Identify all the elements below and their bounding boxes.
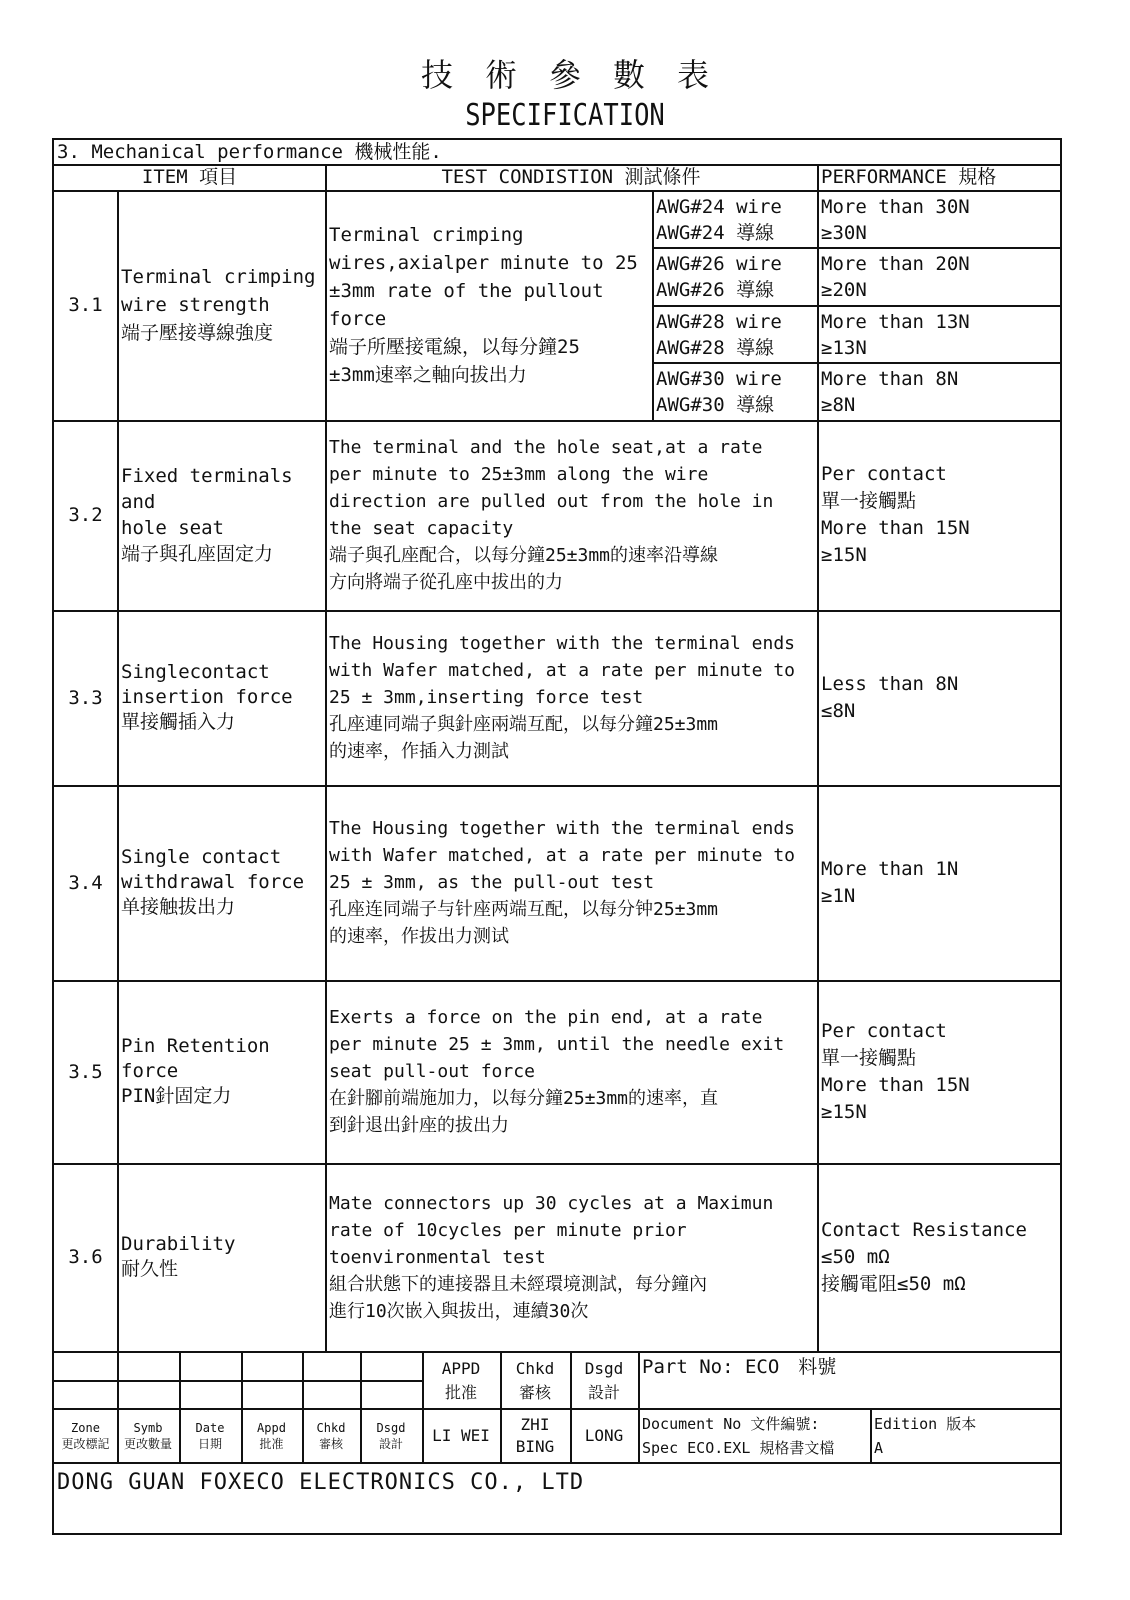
spec-table xyxy=(52,138,1062,1535)
title-en: SPECIFICATION xyxy=(465,98,665,133)
row-item: Singlecontact insertion force 單接觸插入力 xyxy=(121,661,293,733)
row-test: The Housing together with the terminal ends with Wafer matched, at a rate per minute to 25 ± 3mm,inserting force test 孔座連同端子與針座兩端互配，以每分鐘25±3mm 的速率，作插入力測試 xyxy=(329,633,795,762)
title-cn: 技 術 參 數 表 xyxy=(420,56,709,94)
company-name: DONG GUAN FOXECO ELECTRONICS CO., LTD xyxy=(57,1470,585,1495)
dsgd-name: LONG xyxy=(584,1426,624,1445)
row-performance: Less than 8N ≤8N xyxy=(821,672,959,722)
row-number: 3.4 xyxy=(68,871,103,894)
chkd-label: Chkd 審核 xyxy=(515,1358,555,1402)
row-number: 3.5 xyxy=(68,1060,103,1083)
part-no: Part No: ECO 料號 xyxy=(642,1356,837,1378)
row-test: Mate connectors up 30 cycles at a Maximun rate of 10cycles per minute prior toenvironmental test 組合狀態下的連接器且未經環境測試，每分鐘內 進行10次嵌入與拔出，連續30次 xyxy=(329,1192,774,1322)
zone-label: Zone 更改標記 xyxy=(61,1421,110,1451)
header-test: TEST CONDISTION 測試條件 xyxy=(441,166,701,188)
row-item: Fixed terminals and hole seat 端子與孔座固定力 xyxy=(121,465,293,565)
row-performance: Per contact 單一接觸點 More than 15N ≥15N xyxy=(821,1019,970,1123)
row-performance: More than 1N ≥1N xyxy=(821,857,959,907)
appd-label: APPD 批准 xyxy=(441,1358,481,1402)
row-performance: Contact Resistance ≤50 mΩ 接觸電阻≤50 mΩ xyxy=(821,1218,1027,1295)
row-number: 3.1 xyxy=(68,294,103,316)
dsgd-label: Dsgd 設計 xyxy=(584,1358,624,1402)
row-item: Durability 耐久性 xyxy=(121,1233,236,1280)
edition: Edition 版本 A xyxy=(874,1415,977,1457)
date-label: Date 日期 xyxy=(195,1421,225,1451)
row-item: Single contact withdrawal force 单接触拔出力 xyxy=(121,846,305,918)
dsgd-small-label: Dsgd 設計 xyxy=(376,1421,406,1451)
awg-cell: AWG#28 wire AWG#28 導線 xyxy=(656,310,782,359)
symb-label: Symb 更改數量 xyxy=(123,1421,172,1451)
awg-perf: More than 20N ≥20N xyxy=(821,253,970,301)
row-test: The terminal and the hole seat,at a rate per minute to 25±3mm along the wire direction are pulled out from the hole in the seat capacity 端子與孔座配合，以每分鐘25±3mm的速率沿導線 方向將端子從孔座中拔出的力 xyxy=(329,437,774,593)
appd-name: LI WEI xyxy=(432,1426,490,1445)
row-test: The Housing together with the terminal ends with Wafer matched, at a rate per minute to 25 ± 3mm, as the pull-out test 孔座连同端子与针座两端互配，以每分钟25±3mm 的速率，作拔出力测试 xyxy=(329,818,795,947)
header-item: ITEM 項目 xyxy=(141,166,238,188)
awg-cell: AWG#26 wire AWG#26 導線 xyxy=(656,253,782,301)
header-performance: PERFORMANCE 規格 xyxy=(821,166,997,188)
row-item: Terminal crimping wire strength 端子壓接導線強度 xyxy=(121,266,316,344)
row-test: Exerts a force on the pin end, at a rate per minute 25 ± 3mm, until the needle exit seat pull-out force 在針腳前端施加力，以每分鐘25±3mm的速率，直 到針退出針座的拔出力 xyxy=(329,1007,785,1136)
chkd-name: ZHI BING xyxy=(515,1415,555,1456)
row-number: 3.3 xyxy=(68,686,103,709)
awg-cell: AWG#30 wire AWG#30 導線 xyxy=(656,368,782,416)
row-item: Pin Retention force PIN針固定力 xyxy=(121,1035,270,1107)
awg-perf: More than 13N ≥13N xyxy=(821,310,970,359)
document-no: Document No 文件編號: Spec ECO.EXL 規格書文檔 xyxy=(642,1415,835,1457)
awg-cell: AWG#24 wire AWG#24 導線 xyxy=(656,195,782,244)
section-label: 3. Mechanical performance 機械性能. xyxy=(57,141,442,163)
row-number: 3.6 xyxy=(68,1246,103,1268)
appd-small-label: Appd 批准 xyxy=(257,1421,286,1451)
awg-perf: More than 30N ≥30N xyxy=(821,195,970,244)
row-performance: Per contact 單一接觸點 More than 15N ≥15N xyxy=(821,463,970,566)
row-number: 3.2 xyxy=(68,504,103,526)
row-test: Terminal crimping wires,axialper minute to 25 ±3mm rate of the pullout force 端子所壓接電線，以每分鐘25 ±3mm速率之軸向拔出力 xyxy=(329,224,638,386)
awg-perf: More than 8N ≥8N xyxy=(821,368,959,416)
chkd-small-label: Chkd 審核 xyxy=(316,1421,346,1451)
